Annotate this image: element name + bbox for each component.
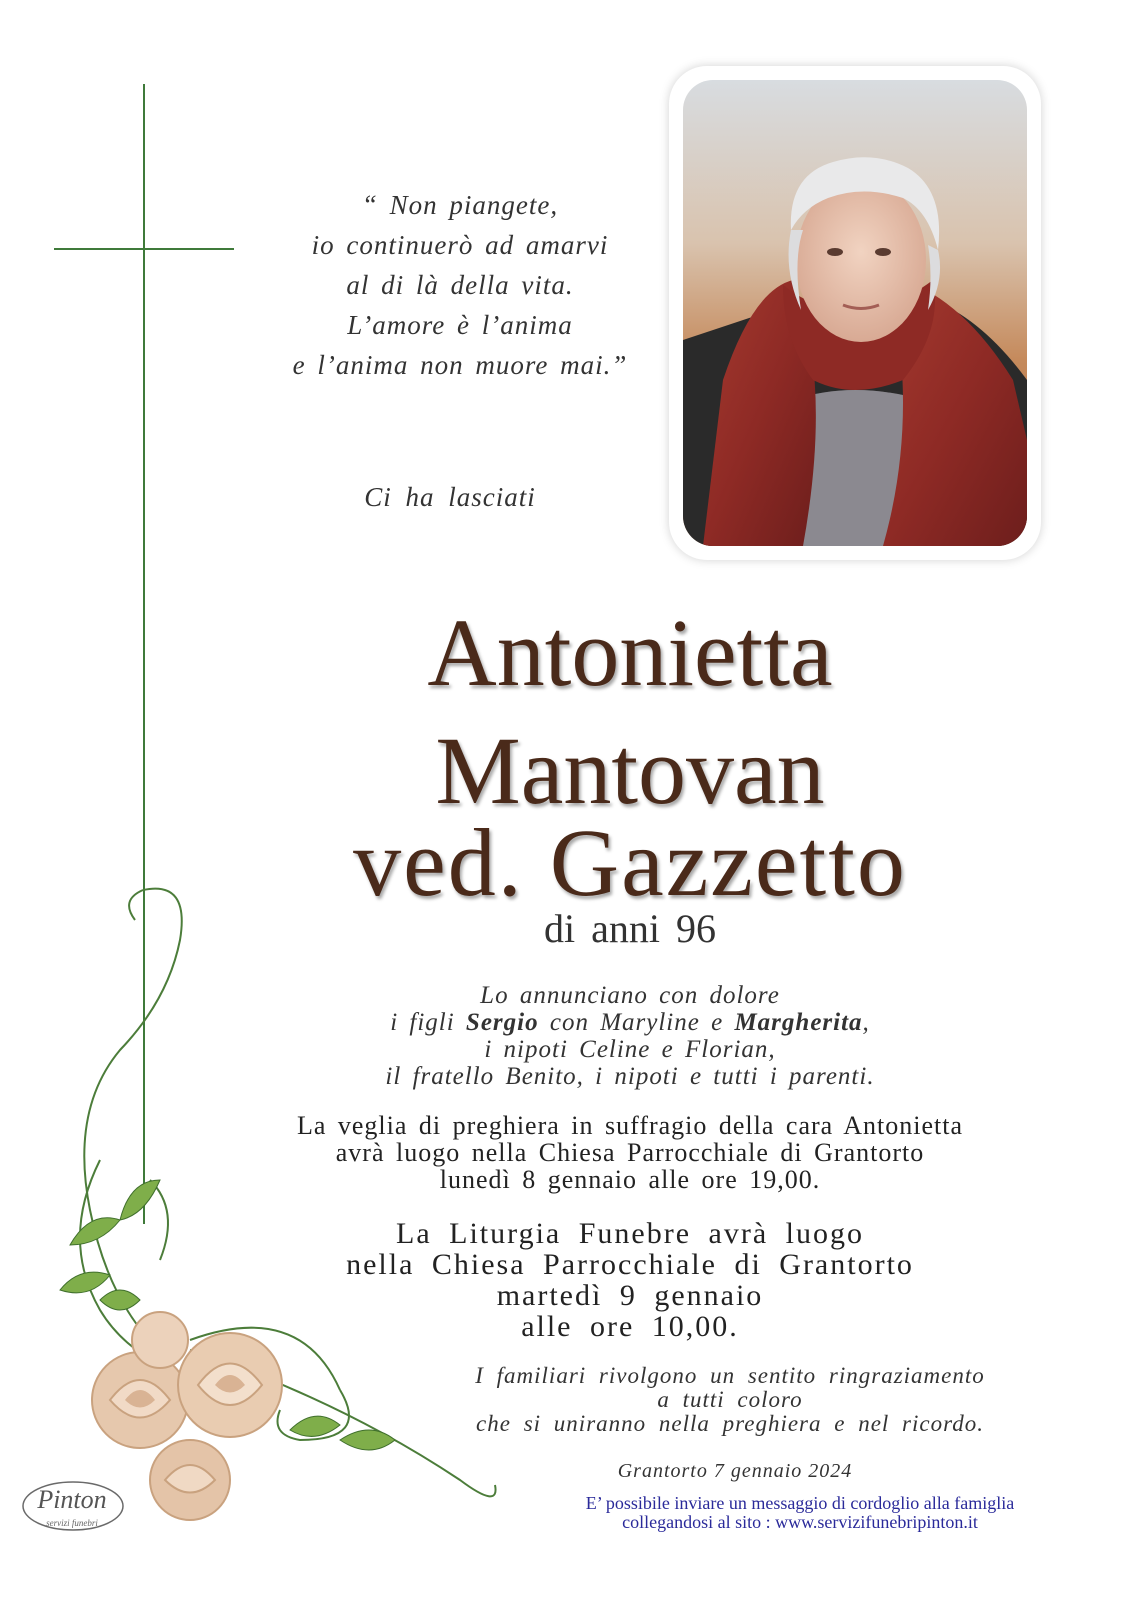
deceased-first-name: Antonietta: [427, 599, 833, 706]
rose-flowers-icon: [40, 880, 520, 1540]
son-name: Sergio: [465, 1009, 539, 1036]
announcement-line: il fratello Benito, i nipoti e tutti i parenti.: [385, 1063, 875, 1090]
liturgy-line: La Liturgia Funebre avrà luogo: [396, 1217, 864, 1250]
footer-line: E’ possibile inviare un messaggio di cordoglio alla famiglia: [585, 1493, 1015, 1513]
deceased-married-name: ved. Gazzetto: [353, 809, 907, 916]
left-us-text: Ci ha lasciati: [364, 482, 536, 512]
announcement-line: i figli Sergio con Maryline e Margherita,: [390, 1009, 870, 1036]
announcement-line: Lo annunciano con dolore: [480, 982, 780, 1009]
quote-line: al di là della vita.: [346, 270, 574, 300]
thanks-line: a tutti coloro: [657, 1387, 803, 1412]
cross-icon-horizontal: [54, 248, 234, 250]
quote-line: L’amore è l’anima: [347, 310, 573, 340]
quote-line: e l’anima non muore mai.”: [292, 350, 628, 380]
quote-line: “ Non piangete,: [361, 190, 559, 220]
footer-link[interactable]: collegandosi al sito : www.servizifunebripinton.it: [622, 1512, 978, 1532]
vigil-line: avrà luogo nella Chiesa Parrocchiale di Grantorto: [335, 1138, 925, 1167]
announcement-line: i nipoti Celine e Florian,: [484, 1036, 776, 1063]
thanks-line: I familiari rivolgono un sentito ringraziamento: [475, 1363, 985, 1388]
thanks-line: che si uniranno nella preghiera e nel ricordo.: [476, 1411, 984, 1436]
liturgy-line: nella Chiesa Parrocchiale di Grantorto: [346, 1248, 914, 1281]
portrait-photo: [683, 80, 1027, 546]
liturgy-line: alle ore 10,00.: [521, 1310, 739, 1343]
deceased-last-name: Mantovan: [435, 717, 825, 824]
logo-title: Pinton: [37, 1485, 107, 1514]
liturgy-line: martedì 9 gennaio: [496, 1279, 764, 1312]
quote-line: io continuerò ad amarvi: [311, 230, 609, 260]
deceased-age: di anni 96: [544, 906, 716, 951]
memorial-quote: [250, 185, 670, 385]
daughter-name: Margherita: [734, 1009, 863, 1036]
vigil-line: La veglia di preghiera in suffragio della cara Antonietta: [296, 1111, 964, 1140]
notice-date: Grantorto 7 gennaio 2024: [617, 1460, 853, 1482]
condolence-footer: [480, 1494, 1120, 1532]
vigil-line: lunedì 8 gennaio alle ore 19,00.: [439, 1165, 821, 1194]
logo-subtitle: servizi funebri: [46, 1518, 98, 1528]
